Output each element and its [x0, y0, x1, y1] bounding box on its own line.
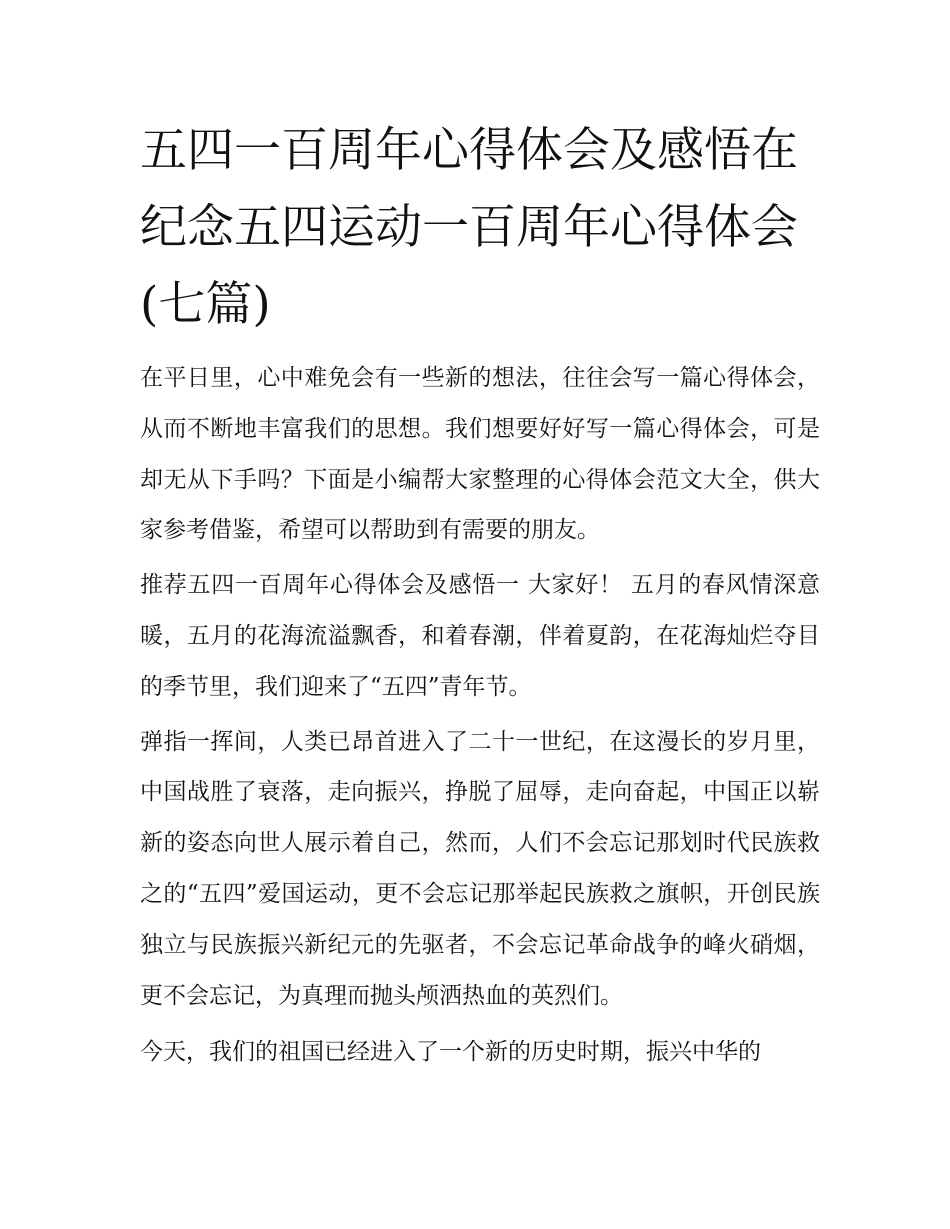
document-content	[140, 112, 820, 1078]
paragraph-intro: 在平日里，心中难免会有一些新的想法，往往会写一篇心得体会，从而不断地丰富我们的思想。我们想要好好写一篇心得体会，可是却无从下手吗？下面是小编帮大家整理的心得体会范文大全，供大家参考借鉴，希望可以帮助到有需要的朋友。	[140, 365, 820, 544]
paragraph-history: 弹指一挥间，人类已昂首进入了二十一世纪，在这漫长的岁月里，中国战胜了衰落，走向振兴，挣脱了屈辱，走向奋起，中国正以崭新的姿态向世人展示着自己，然而，人们不会忘记那划时代民族救之的“五四”爱国运动，更不会忘记那举起民族救之旗帜，开创民族独立与民族振兴新纪元的先驱者，不会忘记革命战争的峰火硝烟，更不会忘记，为真理而抛头颅洒热血的英烈们。	[140, 728, 820, 1009]
document-title: 五四一百周年心得体会及感悟在纪念五四运动一百周年心得体会(七篇)	[140, 123, 798, 332]
paragraph-today: 今天，我们的祖国已经进入了一个新的历史时期，振兴中华的	[140, 1039, 761, 1066]
paragraph-greeting: 推荐五四一百周年心得体会及感悟一 大家好！ 五月的春风情深意暖，五月的花海流溢飘香，和着春潮，伴着夏韵，在花海灿烂夺目的季节里，我们迎来了“五四”青年节。	[140, 572, 820, 700]
